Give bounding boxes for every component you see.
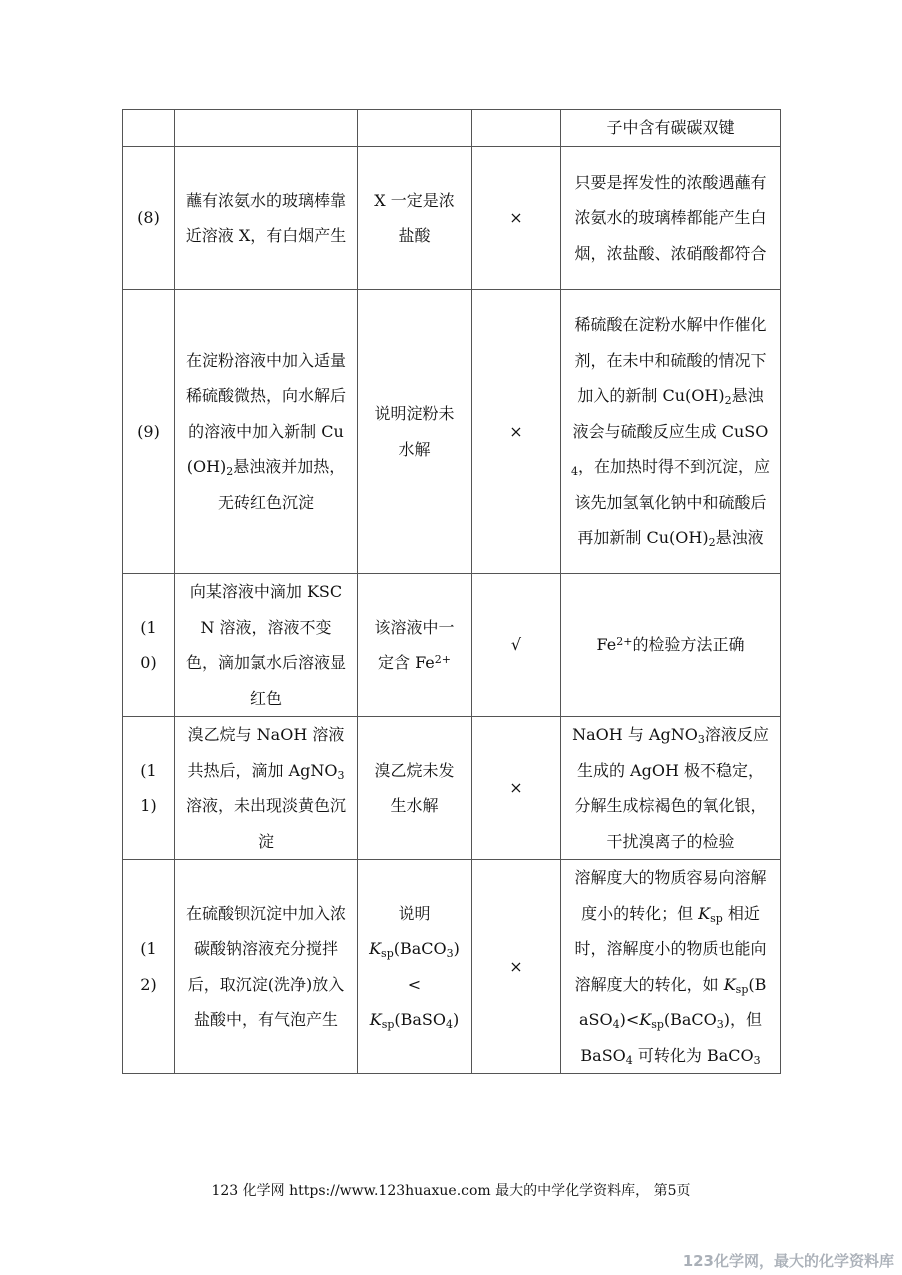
operation-text: 在淀粉溶液中加入适量稀硫酸微热，向水解后的溶液中加入新制 Cu(OH) [185,350,346,477]
judgment-cell: × [472,860,561,1074]
ksp-symbol: K [723,974,736,994]
ksp-symbol: K [369,939,382,958]
page-footer: 123 化学网 https://www.123huaxue.com 最大的中学化学资料库， 第5页 [211,1183,691,1199]
explanation-cell [561,860,781,1074]
subscript: sp [710,911,723,925]
table-row [123,860,781,1074]
conclusion-text: 该溶液中一定含 Fe [374,617,455,672]
subscript: sp [381,947,394,960]
explanation-text: 悬浊液 [715,528,764,548]
row-number: (10) [123,574,175,717]
subscript: 4 [612,1018,620,1031]
row-number [123,110,175,147]
explanation-cell [561,574,781,717]
row-number: (12) [123,860,175,1074]
explanation-text: Fe [596,635,617,655]
row-number: (8) [123,147,175,290]
formula-text: ) [453,939,460,958]
ksp-symbol: K [698,903,711,923]
operation-cell: 蘸有浓氨水的玻璃棒靠近溶液 X，有白烟产生 [175,147,358,290]
explanation-cell: 只要是挥发性的浓酸遇蘸有浓氨水的玻璃棒都能产生白烟，浓盐酸、浓硝酸都符合 [561,147,781,290]
row-number: (11) [123,717,175,860]
formula-text: ) [453,1010,460,1029]
superscript: 2+ [616,635,633,649]
subscript: 3 [337,768,345,782]
explanation-text: 相近时，溶解度小的物质也能向溶解度大的转化，如 [574,903,767,994]
conclusion-cell [358,574,472,717]
table-row [123,717,781,860]
subscript: 4 [625,1053,633,1067]
table-row [123,574,781,717]
explanation-text: )，但 BaSO [580,1010,763,1065]
explanation-text: 稀硫酸在淀粉水解中作催化剂，在未中和硫酸的情况下加入的新制 Cu(OH) [574,315,767,406]
explanation-text: 悬浊液会与硫酸反应生成 CuSO [572,386,769,441]
operation-text: 溶液，未出现淡黄色沉淀 [185,796,346,851]
subscript: 4 [571,465,578,479]
formula-text: (BaCO [393,939,447,958]
explanation-text: )< [619,1010,640,1029]
operation-text: 溴乙烷与 NaOH 溶液共热后，滴加 AgNO [187,725,345,780]
operation-text: 悬浊液并加热，无砖红色沉淀 [217,457,346,512]
judgment-cell: × [472,717,561,860]
subscript: 3 [716,1018,724,1031]
judgment-cell: × [472,290,561,574]
subscript: 2 [708,536,716,550]
ksp-symbol: K [369,1010,382,1029]
subscript: 4 [446,1018,453,1031]
conclusion-cell [358,860,472,1074]
explanation-text: 的检验方法正确 [632,635,745,655]
conclusion-cell [358,110,472,147]
explanation-text: (BaCO [663,1010,717,1029]
row-number: (9) [123,290,175,574]
conclusion-line [368,931,461,967]
subscript: sp [651,1018,664,1031]
subscript: sp [735,982,749,996]
subscript: 2 [724,394,732,408]
subscript: 3 [753,1053,761,1067]
judgment-cell: √ [472,574,561,717]
explanation-text: (BaSO [578,974,767,1029]
judgment-cell: × [472,147,561,290]
less-than-symbol: < [407,974,422,994]
superscript: 2+ [434,653,451,666]
judgment-cell [472,110,561,147]
explanation-text: 可转化为 BaCO [632,1045,754,1065]
operation-cell: 在硫酸钡沉淀中加入浓碳酸钠溶液充分搅拌后，取沉淀(洗净)放入盐酸中，有气泡产生 [175,860,358,1074]
subscript: 3 [446,947,454,960]
table-row [123,290,781,574]
table-row [123,147,781,290]
subscript: sp [381,1018,395,1031]
explanation-cell: 子中含有碳碳双键 [561,110,781,147]
operation-cell: 向某溶液中滴加 KSCN 溶液，溶液不变色，滴加氯水后溶液显红色 [175,574,358,717]
explanation-text: 溶解度大的物质容易向溶解度小的转化；但 [574,868,767,923]
formula-text: (BaSO [394,1010,446,1029]
explanation-text: 溶液反应生成的 AgOH 极不稳定，分解生成棕褐色的氧化银，干扰溴离子的检验 [574,725,769,851]
explanation-cell [561,717,781,860]
explanation-text: ，在加热时得不到沉淀，应该先加氢氧化钠中和硫酸后再加新制 Cu(OH) [574,457,771,548]
operation-cell [175,290,358,574]
operation-cell [175,110,358,147]
conclusion-cell: 溴乙烷未发生水解 [358,717,472,860]
ksp-symbol: K [639,1010,652,1029]
operation-cell [175,717,358,860]
conclusion-cell: X 一定是浓盐酸 [358,147,472,290]
explanation-cell [561,290,781,574]
table-row [123,110,781,147]
experiment-table [122,109,781,1074]
conclusion-line: 说明 [398,903,431,923]
explanation-text: NaOH 与 AgNO [572,725,698,744]
conclusion-cell: 说明淀粉未水解 [358,290,472,574]
watermark: 123化学网，最大的化学资料库 [682,1252,894,1270]
subscript: 2 [226,465,234,479]
subscript: 3 [697,733,705,746]
conclusion-line [368,1002,461,1038]
